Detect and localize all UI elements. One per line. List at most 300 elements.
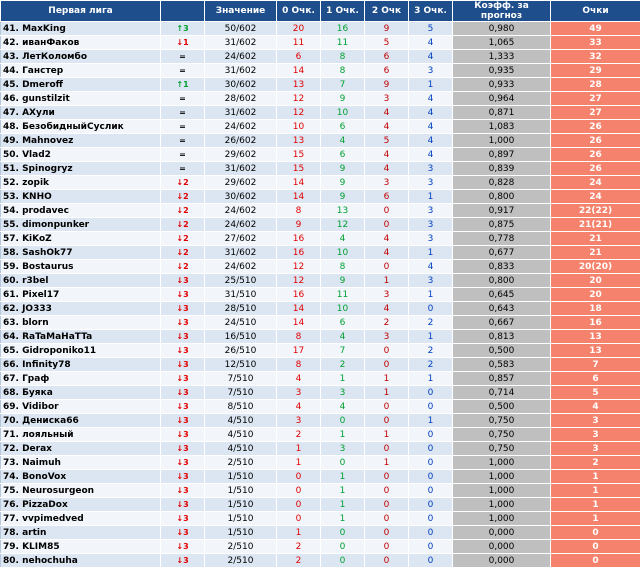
three-points-cell: 0 <box>409 302 453 316</box>
player-name: 58. SashOk77 <box>1 246 161 260</box>
three-points-cell: 4 <box>409 92 453 106</box>
arrow-down-icon: ↓3 <box>176 430 188 439</box>
three-points-cell: 0 <box>409 540 453 554</box>
coefficient-cell: 0,800 <box>453 274 551 288</box>
rank-change <box>161 456 205 470</box>
arrow-down-icon: ↓3 <box>176 416 188 425</box>
player-name: 62. JO333 <box>1 302 161 316</box>
table-row <box>1 246 640 260</box>
one-point-cell: 8 <box>321 64 365 78</box>
one-point-cell: 1 <box>321 372 365 386</box>
coefficient-cell: 1,333 <box>453 50 551 64</box>
zero-points-cell: 8 <box>277 330 321 344</box>
points-cell: 21 <box>551 232 640 246</box>
points-cell: 0 <box>551 554 640 568</box>
points-cell: 16 <box>551 316 640 330</box>
one-point-cell: 9 <box>321 92 365 106</box>
zero-points-cell: 6 <box>277 50 321 64</box>
arrow-down-icon: ↓3 <box>176 444 188 453</box>
zero-points-cell: 16 <box>277 232 321 246</box>
arrow-down-icon: ↓3 <box>176 472 188 481</box>
points-cell: 32 <box>551 50 640 64</box>
value-cell: 24/602 <box>205 218 277 232</box>
value-cell: 4/510 <box>205 414 277 428</box>
equal-icon: = <box>179 150 186 159</box>
three-points-cell: 4 <box>409 134 453 148</box>
arrow-up-icon: ↑3 <box>176 24 188 33</box>
equal-icon: = <box>179 52 186 61</box>
arrow-down-icon: ↓2 <box>176 192 188 201</box>
three-points-cell: 4 <box>409 148 453 162</box>
rank-change <box>161 540 205 554</box>
points-cell: 26 <box>551 148 640 162</box>
points-cell: 49 <box>551 22 640 36</box>
two-points-cell: 6 <box>365 190 409 204</box>
one-point-cell: 0 <box>321 456 365 470</box>
three-points-cell: 3 <box>409 218 453 232</box>
player-name: 47. АХули <box>1 106 161 120</box>
value-cell: 1/510 <box>205 526 277 540</box>
one-point-cell: 4 <box>321 330 365 344</box>
coefficient-cell: 1,000 <box>453 456 551 470</box>
equal-icon: = <box>179 108 186 117</box>
three-points-cell: 0 <box>409 512 453 526</box>
three-points-cell: 1 <box>409 288 453 302</box>
three-points-cell: 1 <box>409 78 453 92</box>
one-point-cell: 7 <box>321 78 365 92</box>
value-cell: 24/602 <box>205 120 277 134</box>
header-2pts: 2 Очк <box>365 1 409 22</box>
three-points-cell: 0 <box>409 554 453 568</box>
rank-change <box>161 526 205 540</box>
table-row <box>1 134 640 148</box>
rank-change <box>161 302 205 316</box>
one-point-cell: 0 <box>321 540 365 554</box>
one-point-cell: 1 <box>321 484 365 498</box>
table-row <box>1 148 640 162</box>
two-points-cell: 9 <box>365 78 409 92</box>
three-points-cell: 2 <box>409 358 453 372</box>
table-row <box>1 162 640 176</box>
three-points-cell: 1 <box>409 414 453 428</box>
rank-change <box>161 106 205 120</box>
player-name: 76. PizzaDox <box>1 498 161 512</box>
player-name: 80. nehochuha <box>1 554 161 568</box>
three-points-cell: 0 <box>409 526 453 540</box>
arrow-down-icon: ↓3 <box>176 514 188 523</box>
value-cell: 31/510 <box>205 288 277 302</box>
player-name: 65. Gidroponiko11 <box>1 344 161 358</box>
zero-points-cell: 12 <box>277 106 321 120</box>
points-cell: 21 <box>551 246 640 260</box>
coefficient-cell: 0,500 <box>453 400 551 414</box>
points-cell: 6 <box>551 372 640 386</box>
rank-change <box>161 372 205 386</box>
value-cell: 31/602 <box>205 64 277 78</box>
zero-points-cell: 14 <box>277 176 321 190</box>
two-points-cell: 0 <box>365 414 409 428</box>
value-cell: 4/510 <box>205 428 277 442</box>
coefficient-cell: 0,583 <box>453 358 551 372</box>
rank-change <box>161 316 205 330</box>
table-row <box>1 554 640 568</box>
three-points-cell: 3 <box>409 232 453 246</box>
coefficient-cell: 0,667 <box>453 316 551 330</box>
rank-change <box>161 358 205 372</box>
table-row <box>1 386 640 400</box>
table-row <box>1 428 640 442</box>
one-point-cell: 3 <box>321 386 365 400</box>
player-name: 64. RaTaMaHaTTa <box>1 330 161 344</box>
table-row <box>1 22 640 36</box>
player-name: 43. ЛетКоломбо <box>1 50 161 64</box>
table-row <box>1 92 640 106</box>
table-row <box>1 50 640 64</box>
value-cell: 27/602 <box>205 232 277 246</box>
two-points-cell: 4 <box>365 162 409 176</box>
points-cell: 1 <box>551 498 640 512</box>
one-point-cell: 10 <box>321 106 365 120</box>
table-row <box>1 120 640 134</box>
table-row <box>1 330 640 344</box>
rank-change <box>161 50 205 64</box>
table-row <box>1 260 640 274</box>
player-name: 74. BonoVox <box>1 470 161 484</box>
three-points-cell: 3 <box>409 176 453 190</box>
rank-change <box>161 64 205 78</box>
player-name: 70. Дениска66 <box>1 414 161 428</box>
value-cell: 30/602 <box>205 190 277 204</box>
points-cell: 13 <box>551 330 640 344</box>
player-name: 73. Naimuh <box>1 456 161 470</box>
three-points-cell: 4 <box>409 50 453 64</box>
header-change <box>161 1 205 22</box>
one-point-cell: 1 <box>321 498 365 512</box>
three-points-cell: 0 <box>409 498 453 512</box>
one-point-cell: 13 <box>321 204 365 218</box>
coefficient-cell: 0,917 <box>453 204 551 218</box>
two-points-cell: 0 <box>365 204 409 218</box>
three-points-cell: 0 <box>409 484 453 498</box>
rank-change <box>161 498 205 512</box>
value-cell: 16/510 <box>205 330 277 344</box>
coefficient-cell: 0,750 <box>453 414 551 428</box>
one-point-cell: 0 <box>321 526 365 540</box>
three-points-cell: 1 <box>409 246 453 260</box>
player-name: 60. r3bel <box>1 274 161 288</box>
two-points-cell: 0 <box>365 344 409 358</box>
three-points-cell: 0 <box>409 470 453 484</box>
table-row <box>1 344 640 358</box>
points-cell: 24 <box>551 190 640 204</box>
value-cell: 31/602 <box>205 106 277 120</box>
value-cell: 50/602 <box>205 22 277 36</box>
table-row <box>1 372 640 386</box>
one-point-cell: 0 <box>321 554 365 568</box>
points-cell: 0 <box>551 540 640 554</box>
one-point-cell: 2 <box>321 358 365 372</box>
two-points-cell: 3 <box>365 92 409 106</box>
coefficient-cell: 0,800 <box>453 190 551 204</box>
value-cell: 25/510 <box>205 274 277 288</box>
zero-points-cell: 14 <box>277 64 321 78</box>
value-cell: 31/602 <box>205 162 277 176</box>
points-cell: 20 <box>551 288 640 302</box>
table-row <box>1 232 640 246</box>
one-point-cell: 6 <box>321 120 365 134</box>
points-cell: 26 <box>551 120 640 134</box>
arrow-down-icon: ↓3 <box>176 304 188 313</box>
zero-points-cell: 13 <box>277 78 321 92</box>
value-cell: 1/510 <box>205 498 277 512</box>
player-name: 69. Vidibor <box>1 400 161 414</box>
three-points-cell: 0 <box>409 442 453 456</box>
coefficient-cell: 0,750 <box>453 428 551 442</box>
zero-points-cell: 12 <box>277 92 321 106</box>
zero-points-cell: 14 <box>277 302 321 316</box>
three-points-cell: 1 <box>409 372 453 386</box>
rank-change <box>161 246 205 260</box>
zero-points-cell: 2 <box>277 540 321 554</box>
three-points-cell: 2 <box>409 316 453 330</box>
player-name: 41. MaxKing <box>1 22 161 36</box>
player-name: 77. vvpimedved <box>1 512 161 526</box>
two-points-cell: 0 <box>365 470 409 484</box>
arrow-down-icon: ↓3 <box>176 556 188 565</box>
coefficient-cell: 0,645 <box>453 288 551 302</box>
zero-points-cell: 0 <box>277 470 321 484</box>
value-cell: 8/510 <box>205 400 277 414</box>
arrow-down-icon: ↓3 <box>176 346 188 355</box>
rank-change <box>161 260 205 274</box>
points-cell: 20 <box>551 274 640 288</box>
two-points-cell: 0 <box>365 400 409 414</box>
two-points-cell: 0 <box>365 526 409 540</box>
rank-change <box>161 330 205 344</box>
arrow-down-icon: ↓3 <box>176 542 188 551</box>
three-points-cell: 4 <box>409 260 453 274</box>
player-name: 68. Буяка <box>1 386 161 400</box>
player-name: 63. blorn <box>1 316 161 330</box>
coefficient-cell: 0,980 <box>453 22 551 36</box>
coefficient-cell: 1,000 <box>453 498 551 512</box>
value-cell: 24/602 <box>205 260 277 274</box>
table-row <box>1 302 640 316</box>
rank-change <box>161 442 205 456</box>
three-points-cell: 0 <box>409 428 453 442</box>
value-cell: 29/602 <box>205 148 277 162</box>
one-point-cell: 12 <box>321 218 365 232</box>
value-cell: 2/510 <box>205 456 277 470</box>
rank-change <box>161 190 205 204</box>
zero-points-cell: 15 <box>277 148 321 162</box>
coefficient-cell: 0,000 <box>453 554 551 568</box>
player-name: 49. Mahnovez <box>1 134 161 148</box>
zero-points-cell: 0 <box>277 498 321 512</box>
arrow-down-icon: ↓2 <box>176 220 188 229</box>
player-name: 44. Ганстер <box>1 64 161 78</box>
table-row <box>1 218 640 232</box>
value-cell: 31/602 <box>205 36 277 50</box>
points-cell: 33 <box>551 36 640 50</box>
coefficient-cell: 0,839 <box>453 162 551 176</box>
player-name: 51. Spinogryz <box>1 162 161 176</box>
arrow-down-icon: ↓2 <box>176 234 188 243</box>
player-name: 71. лояльный <box>1 428 161 442</box>
two-points-cell: 5 <box>365 134 409 148</box>
three-points-cell: 4 <box>409 106 453 120</box>
two-points-cell: 4 <box>365 148 409 162</box>
arrow-down-icon: ↓3 <box>176 486 188 495</box>
zero-points-cell: 1 <box>277 442 321 456</box>
value-cell: 26/510 <box>205 344 277 358</box>
one-point-cell: 11 <box>321 288 365 302</box>
coefficient-cell: 0,778 <box>453 232 551 246</box>
value-cell: 26/602 <box>205 134 277 148</box>
table-row <box>1 106 640 120</box>
player-name: 46. gunstilzit <box>1 92 161 106</box>
coefficient-cell: 0,714 <box>453 386 551 400</box>
two-points-cell: 4 <box>365 120 409 134</box>
player-name: 45. Dmeroff <box>1 78 161 92</box>
points-cell: 29 <box>551 64 640 78</box>
value-cell: 24/602 <box>205 50 277 64</box>
equal-icon: = <box>179 66 186 75</box>
table-row <box>1 176 640 190</box>
two-points-cell: 1 <box>365 274 409 288</box>
rank-change <box>161 218 205 232</box>
rank-change <box>161 288 205 302</box>
three-points-cell: 3 <box>409 162 453 176</box>
arrow-down-icon: ↓2 <box>176 206 188 215</box>
table-row <box>1 36 640 50</box>
coefficient-cell: 0,875 <box>453 218 551 232</box>
arrow-down-icon: ↓3 <box>176 458 188 467</box>
table-body <box>1 22 640 568</box>
points-cell: 2 <box>551 456 640 470</box>
table-row <box>1 316 640 330</box>
header-points: Очки <box>551 1 640 22</box>
table-row <box>1 442 640 456</box>
rank-change <box>161 484 205 498</box>
rank-change <box>161 274 205 288</box>
one-point-cell: 6 <box>321 316 365 330</box>
one-point-cell: 9 <box>321 274 365 288</box>
coefficient-cell: 0,828 <box>453 176 551 190</box>
value-cell: 28/602 <box>205 92 277 106</box>
zero-points-cell: 10 <box>277 120 321 134</box>
zero-points-cell: 4 <box>277 372 321 386</box>
two-points-cell: 0 <box>365 484 409 498</box>
points-cell: 26 <box>551 134 640 148</box>
zero-points-cell: 15 <box>277 162 321 176</box>
points-cell: 1 <box>551 484 640 498</box>
two-points-cell: 1 <box>365 386 409 400</box>
coefficient-cell: 0,833 <box>453 260 551 274</box>
rank-change <box>161 176 205 190</box>
three-points-cell: 3 <box>409 64 453 78</box>
zero-points-cell: 17 <box>277 344 321 358</box>
table-row <box>1 498 640 512</box>
zero-points-cell: 0 <box>277 512 321 526</box>
two-points-cell: 2 <box>365 316 409 330</box>
coefficient-cell: 0,935 <box>453 64 551 78</box>
value-cell: 1/510 <box>205 470 277 484</box>
points-cell: 13 <box>551 344 640 358</box>
player-name: 54. prodavec <box>1 204 161 218</box>
rank-change <box>161 204 205 218</box>
one-point-cell: 9 <box>321 190 365 204</box>
one-point-cell: 1 <box>321 470 365 484</box>
coefficient-cell: 0,677 <box>453 246 551 260</box>
player-name: 48. БезобидныйСуслик <box>1 120 161 134</box>
rank-change <box>161 512 205 526</box>
arrow-down-icon: ↓3 <box>176 360 188 369</box>
two-points-cell: 3 <box>365 176 409 190</box>
one-point-cell: 8 <box>321 50 365 64</box>
header-1pts: 1 Очк. <box>321 1 365 22</box>
points-cell: 26 <box>551 162 640 176</box>
table-row <box>1 78 640 92</box>
zero-points-cell: 11 <box>277 36 321 50</box>
one-point-cell: 0 <box>321 414 365 428</box>
value-cell: 30/602 <box>205 78 277 92</box>
zero-points-cell: 14 <box>277 316 321 330</box>
arrow-down-icon: ↓3 <box>176 528 188 537</box>
one-point-cell: 1 <box>321 512 365 526</box>
table-row <box>1 470 640 484</box>
zero-points-cell: 16 <box>277 246 321 260</box>
coefficient-cell: 0,857 <box>453 372 551 386</box>
coefficient-cell: 1,000 <box>453 470 551 484</box>
arrow-down-icon: ↓3 <box>176 290 188 299</box>
player-name: 42. иванФаков <box>1 36 161 50</box>
equal-icon: = <box>179 94 186 103</box>
one-point-cell: 3 <box>321 442 365 456</box>
zero-points-cell: 3 <box>277 414 321 428</box>
three-points-cell: 3 <box>409 274 453 288</box>
equal-icon: = <box>179 136 186 145</box>
arrow-down-icon: ↓3 <box>176 318 188 327</box>
one-point-cell: 9 <box>321 176 365 190</box>
coefficient-cell: 0,933 <box>453 78 551 92</box>
points-cell: 7 <box>551 358 640 372</box>
points-cell: 20(20) <box>551 260 640 274</box>
value-cell: 2/510 <box>205 554 277 568</box>
three-points-cell: 3 <box>409 204 453 218</box>
rank-change <box>161 22 205 36</box>
table-row <box>1 540 640 554</box>
table-row <box>1 288 640 302</box>
three-points-cell: 0 <box>409 386 453 400</box>
coefficient-cell: 0,000 <box>453 526 551 540</box>
rank-change <box>161 134 205 148</box>
coefficient-cell: 1,065 <box>453 36 551 50</box>
coefficient-cell: 0,500 <box>453 344 551 358</box>
zero-points-cell: 13 <box>277 134 321 148</box>
table-row <box>1 484 640 498</box>
player-name: 79. KLIM85 <box>1 540 161 554</box>
zero-points-cell: 0 <box>277 484 321 498</box>
coefficient-cell: 1,000 <box>453 512 551 526</box>
three-points-cell: 1 <box>409 190 453 204</box>
two-points-cell: 4 <box>365 302 409 316</box>
points-cell: 3 <box>551 442 640 456</box>
rank-change <box>161 162 205 176</box>
arrow-down-icon: ↓3 <box>176 402 188 411</box>
rank-change <box>161 120 205 134</box>
table-row <box>1 274 640 288</box>
